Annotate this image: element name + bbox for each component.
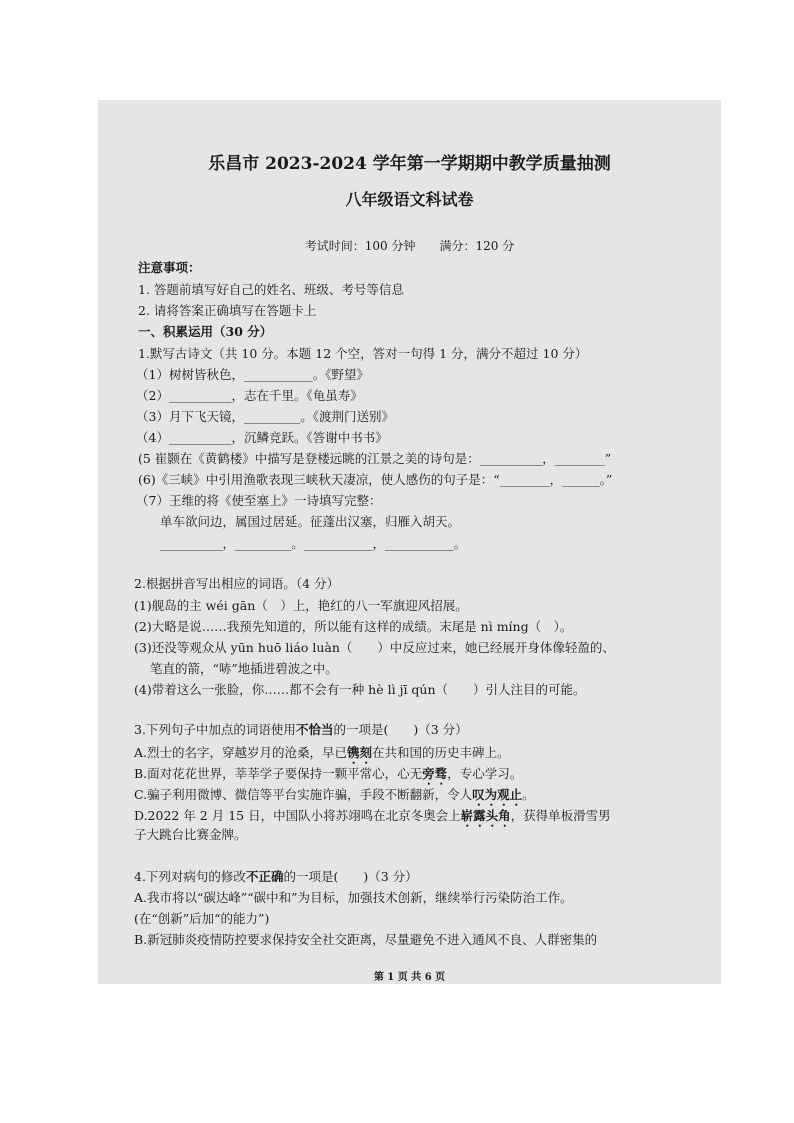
exam-sheet (98, 100, 721, 984)
question-item: （2）__________，志在千里。《龟虽寿》 (136, 388, 363, 403)
notice-item: 2. 请将答案正确填写在答题卡上 (138, 303, 317, 318)
option-b: B.新冠肺炎疫情防控要求保持安全社交距离，尽量避免不进入通风不良、人群密集的 (134, 932, 598, 947)
question-item: (4)带着这么一张脸，你……都不会有一种 hè lì jī qún（ ）引人注目的可能。 (134, 682, 586, 697)
question-item: (5 崔颢在《黄鹤楼》中描写是登楼远眺的江景之美的诗句是：__________，________” (138, 451, 612, 466)
exam-title: 乐昌市 2023-2024 学年第一学期期中教学质量抽测 (208, 154, 611, 174)
question-item: 笔直的箭，“哧”地插进碧波之中。 (150, 661, 338, 676)
option-b: B.面对花花世界，莘莘学子要保持一颗平常心，心无旁骛，专心学习。 (134, 766, 523, 781)
poem-line: 单车欲问边，属国过居延。征蓬出汉塞，归雁入胡天。 (160, 514, 461, 529)
question-item: （7）王维的将《使至塞上》一诗填写完整： (136, 493, 382, 508)
notice-item: 1. 答题前填写好自己的姓名、班级、考号等信息 (138, 282, 404, 297)
exam-info: 考试时间：100 分钟 满分：120 分 (304, 239, 515, 253)
option-a: A.烈士的名字，穿越岁月的沧桑，早已镌刻在共和国的历史丰碑上。 (134, 745, 510, 760)
question-item: (2)大略是说……我预先知道的，所以能有这样的成绩。末尾是 nì míng（ ）。 (134, 619, 573, 634)
question-item: (1)舰岛的主 wéi gān（ ）上，艳红的八一军旗迎风招展。 (134, 598, 468, 613)
option-c: C.骗子利用微博、微信等平台实施诈骗，手段不断翻新，令人叹为观止。 (134, 787, 535, 802)
option-a-note: (在“创新”后加“的能力”) (134, 911, 270, 926)
page-number: 第 1 页 共 6 页 (373, 972, 446, 983)
question-stem: 1.默写古诗文（共 10 分。本题 12 个空，答对一句得 1 分，满分不超过 10 分） (138, 346, 588, 361)
exam-subtitle: 八年级语文科试卷 (345, 190, 474, 209)
question-item: (3)还没等观众从 yūn huō liáo luàn（ ）中反应过来，她已经展开身体像轻盈的、 (134, 640, 615, 655)
option-a: A.我市将以“碳达峰”“碳中和”为目标，加强技术创新，继续举行污染防治工作。 (134, 890, 573, 905)
question-stem: 3.下列句子中加点的词语使用不恰当的一项是( )（3 分） (134, 722, 468, 737)
question-item: (6)《三峡》中引用渔歌表现三峡秋天凄凉，使人感伤的句子是：“________，______。” (138, 472, 613, 487)
option-d: D.2022 年 2 月 15 日，中国队小将苏翊鸣在北京冬奥会上崭露头角，获得单板滑雪男 (134, 808, 611, 823)
question-stem: 4.下列对病句的修改不正确的一项是( )（3 分） (134, 869, 418, 884)
option-d-continued: 子大跳台比赛金牌。 (134, 827, 247, 842)
section-heading: 一、积累运用（30 分） (138, 324, 273, 339)
poem-blanks: __________，_________。___________，___________。 (160, 536, 467, 551)
question-item: （4）__________，沉鳞竞跃。《答谢中书书》 (136, 430, 388, 445)
question-stem: 2.根据拼音写出相应的词语。（4 分） (134, 576, 340, 591)
notice-heading: 注意事项： (138, 260, 201, 275)
question-item: （3）月下飞天镜，_________。《渡荆门送别》 (136, 409, 394, 424)
question-item: （1）树树皆秋色，___________。《野望》 (136, 367, 369, 382)
